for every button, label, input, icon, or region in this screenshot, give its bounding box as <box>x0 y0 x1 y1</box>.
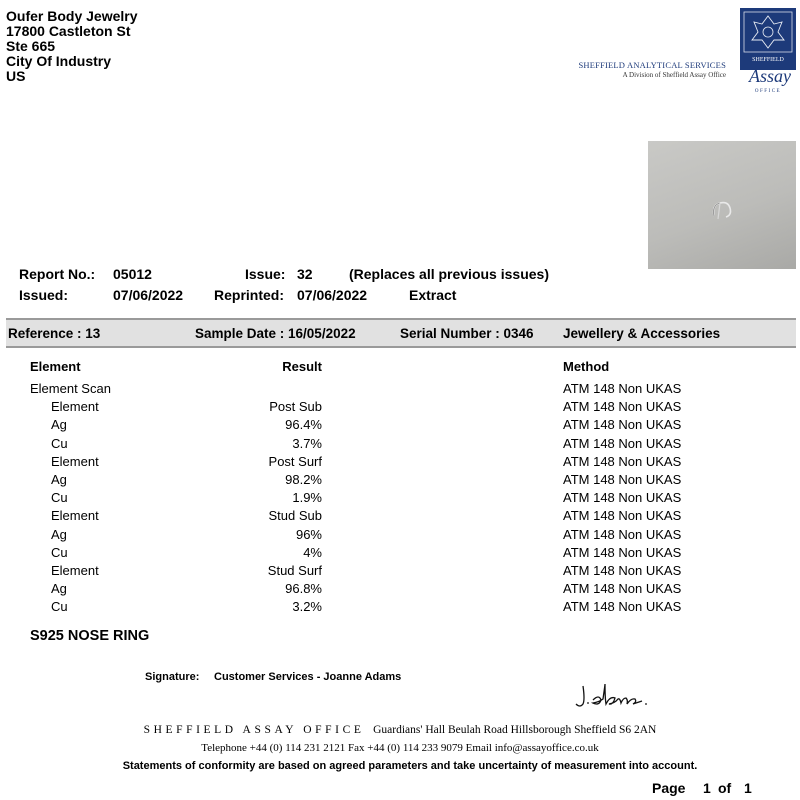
method-cell: ATM 148 Non UKAS <box>563 581 682 597</box>
method-cell: ATM 148 Non UKAS <box>563 599 682 615</box>
element-cell: Ag <box>51 471 67 487</box>
logo-line-1: SHEFFIELD ANALYTICAL SERVICES <box>578 60 726 70</box>
result-cell: Stud Sub <box>268 508 322 524</box>
result-cell: 96.4% <box>285 417 322 433</box>
element-cell: Element <box>51 562 99 578</box>
element-cell: Ag <box>51 581 67 597</box>
result-cell: 3.7% <box>292 435 322 451</box>
reprinted-date: 07/06/2022 <box>297 287 368 303</box>
issue-label: Issue: <box>245 266 286 282</box>
method-cell: ATM 148 Non UKAS <box>563 399 682 415</box>
footer-org-line <box>0 724 800 736</box>
report-no-label: Report No.: <box>19 266 96 282</box>
table-row <box>0 452 800 470</box>
result-cell: 96% <box>295 526 322 542</box>
result-cell: 4% <box>303 544 322 560</box>
logo-line-2: A Division of Sheffield Assay Office <box>622 71 726 79</box>
table-row <box>0 579 800 597</box>
customer-address <box>6 9 138 84</box>
table-row <box>0 434 800 452</box>
svg-text:Assay: Assay <box>749 66 791 86</box>
footer-contact: Telephone +44 (0) 114 231 2121 Fax +44 (0) 114 233 9079 Email info@assayoffice.co.uk <box>201 742 599 754</box>
page-total: 1 <box>744 780 752 796</box>
result-cell: 1.9% <box>292 490 322 506</box>
element-cell: Element Scan <box>30 381 111 396</box>
conformity-statement: Statements of conformity are based on agreed parameters and take uncertainty of measurement into account. <box>122 760 698 772</box>
footer-org: SHEFFIELD ASSAY OFFICE <box>143 724 365 736</box>
result-cell: Stud Surf <box>267 562 322 578</box>
issued-date: 07/06/2022 <box>113 287 184 303</box>
page-current: 1 <box>703 780 711 796</box>
result-cell: 98.2% <box>285 471 322 487</box>
method-cell: ATM 148 Non UKAS <box>563 435 682 451</box>
issue-value: 32 <box>297 266 313 282</box>
header-result: Result <box>282 359 322 374</box>
svg-text:SHEFFIELD: SHEFFIELD <box>752 57 784 63</box>
serial-number: Serial Number : 0346 <box>400 326 534 341</box>
result-cell: Post Surf <box>268 453 322 469</box>
table-row <box>0 561 800 579</box>
assay-office-crest-logo <box>740 8 796 94</box>
address-line: City Of Industry <box>6 53 112 69</box>
table-row <box>0 506 800 524</box>
method-cell: ATM 148 Non UKAS <box>563 544 682 560</box>
element-cell: Cu <box>51 435 68 451</box>
table-row <box>0 397 800 415</box>
result-cell: 3.2% <box>292 599 322 615</box>
element-cell: Cu <box>51 490 68 506</box>
element-cell: Element <box>51 508 99 524</box>
header-element: Element <box>30 359 81 374</box>
results-table <box>0 379 800 615</box>
table-row <box>0 488 800 506</box>
method-cell: ATM 148 Non UKAS <box>563 490 682 506</box>
table-row <box>0 543 800 561</box>
sample-description: S925 NOSE RING <box>30 628 150 644</box>
signatory: Customer Services - Joanne Adams <box>214 671 402 683</box>
handwritten-signature <box>575 680 675 712</box>
extract-label: Extract <box>409 287 457 303</box>
address-line: US <box>6 68 26 84</box>
element-cell: Element <box>51 399 99 415</box>
address-line: Ste 665 <box>6 38 56 54</box>
table-row <box>0 415 800 433</box>
company-logo-text <box>540 60 726 79</box>
table-row <box>0 597 800 615</box>
issued-label: Issued: <box>19 287 69 303</box>
method-cell: ATM 148 Non UKAS <box>563 381 682 396</box>
result-cell: 96.8% <box>285 581 322 597</box>
page-label: Page <box>652 780 686 796</box>
table-row <box>0 379 800 397</box>
table-row <box>0 470 800 488</box>
signature-label: Signature: <box>145 671 200 683</box>
element-cell: Cu <box>51 599 68 615</box>
method-cell: ATM 148 Non UKAS <box>563 471 682 487</box>
element-cell: Element <box>51 453 99 469</box>
result-cell: Post Sub <box>269 399 322 415</box>
reference: Reference : 13 <box>8 326 101 341</box>
reprinted-label: Reprinted: <box>214 287 284 303</box>
table-row <box>0 525 800 543</box>
element-cell: Ag <box>51 526 67 542</box>
reference-band <box>6 318 796 348</box>
method-cell: ATM 148 Non UKAS <box>563 453 682 469</box>
method-cell: ATM 148 Non UKAS <box>563 526 682 542</box>
page-of: of <box>718 780 732 796</box>
element-cell: Cu <box>51 544 68 560</box>
element-cell: Ag <box>51 417 67 433</box>
method-cell: ATM 148 Non UKAS <box>563 562 682 578</box>
method-cell: ATM 148 Non UKAS <box>563 417 682 433</box>
category: Jewellery & Accessories <box>563 326 721 341</box>
sample-date: Sample Date : 16/05/2022 <box>195 326 356 341</box>
method-cell: ATM 148 Non UKAS <box>563 508 682 524</box>
replaces-note: (Replaces all previous issues) <box>349 266 549 282</box>
report-no-value: 05012 <box>113 266 152 282</box>
sample-photo <box>648 141 796 269</box>
svg-text:OFFICE: OFFICE <box>754 89 782 94</box>
footer-address: Guardians' Hall Beulah Road Hillsborough Sheffield S6 2AN <box>373 724 657 736</box>
address-line: Oufer Body Jewelry <box>6 8 138 24</box>
header-method: Method <box>563 359 610 374</box>
address-line: 17800 Castleton St <box>6 23 131 39</box>
